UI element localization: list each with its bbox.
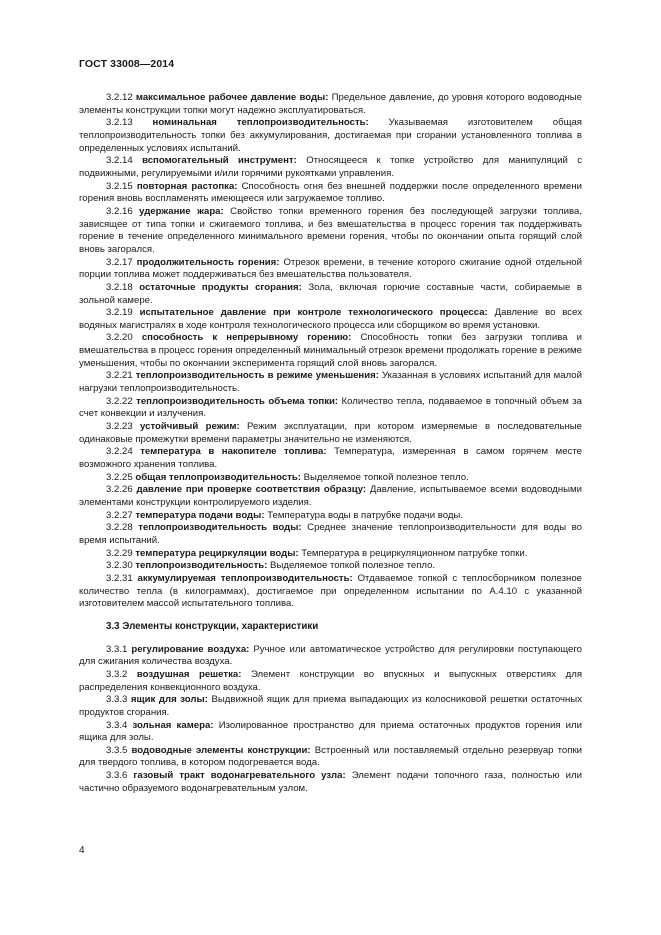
definition-number: 3.2.17 — [106, 256, 133, 268]
definition-text: Способность огня без внешней поддержки после определенного времени горения вновь воспламенять имеющееся или загружаемое топливо. — [79, 180, 582, 205]
definition-term: теплопроизводительность в режиме уменьшения: — [135, 370, 379, 382]
definition-number: 3.2.30 — [106, 560, 133, 572]
definition-term: температура в накопителе топлива: — [140, 446, 327, 458]
definition-term: регулирование воздуха: — [131, 643, 250, 655]
document-body — [79, 92, 582, 795]
definition-item — [79, 770, 582, 795]
definition-term: теплопроизводительность: — [135, 560, 268, 572]
definition-item — [79, 644, 582, 669]
definition-term: испытательное давление при контроле технологического процесса: — [139, 307, 488, 319]
definitions-list-3-3 — [79, 644, 582, 796]
definition-number: 3.2.26 — [106, 484, 133, 496]
definition-item — [79, 694, 582, 719]
definition-text: Встроенный или поставляемый отдельно резервуар топки для твердого топлива, в котором подогревается вода. — [79, 744, 583, 769]
definition-number: 3.2.31 — [106, 572, 133, 584]
definition-item — [79, 396, 582, 421]
definition-number: 3.2.18 — [106, 281, 133, 293]
definition-text: Режим эксплуатации, при котором измеряемые в последовательные одинаковые промежутки времени параметры значительно не изменяются. — [79, 421, 582, 445]
definition-term: устойчивый режим: — [140, 421, 240, 433]
definition-text: Указываемая изготовителем общая теплопроизводительность топки без аккумулирования, достигаемая при сгорании установленного топлива в определенных условиях испытаний. — [79, 117, 582, 154]
definition-item — [79, 117, 582, 155]
definition-term: давление при проверке соответствия образцу: — [136, 484, 367, 496]
definition-text: Температура воды в патрубке подачи воды. — [267, 509, 463, 521]
definition-number: 3.3.2 — [106, 668, 128, 680]
definition-item — [79, 548, 582, 561]
definition-text: Относящееся к топке устройство для манипуляций с подвижными, регулируемыми и/или горячими рукоятками управления. — [79, 155, 582, 179]
definition-term: продолжительность горения: — [136, 256, 280, 268]
definition-term: номинальная теплопроизводительность: — [152, 117, 369, 129]
definition-text: Ручное или автоматическое устройство для регулировки поступающего для сжигания количества воздуха. — [79, 643, 583, 668]
definition-text: Давление, испытываемое всеми водоводными элементами конструкции контролируемого изделия. — [79, 484, 583, 508]
definition-number: 3.2.12 — [106, 92, 133, 103]
definition-text: Выделяемое топкой полезное тепло. — [270, 560, 436, 572]
definition-term: максимальное рабочее давление воды: — [135, 92, 329, 103]
definition-term: температура рециркуляции воды: — [135, 547, 299, 559]
definition-text: Среднее значение теплопроизводительности для воды во время испытаний. — [79, 522, 583, 546]
definition-term: теплопроизводительность объема топки: — [136, 395, 339, 407]
definition-item — [79, 206, 582, 257]
definition-item — [79, 484, 582, 509]
page-number: 4 — [79, 845, 85, 856]
definition-item — [79, 181, 582, 206]
definition-number: 3.2.13 — [106, 117, 133, 129]
definition-term: удержание жара: — [139, 205, 224, 217]
definition-item — [79, 307, 582, 332]
definition-text: Температура, измеренная в самом горячем месте возможного хранения топлива. — [79, 446, 582, 471]
definition-term: зольная камера: — [132, 719, 214, 731]
definition-text: Выделяемое топкой полезное тепло. — [303, 471, 469, 483]
definition-text: Предельное давление, до уровня которого водоводные элементы конструкции топки могут надежно эксплуатироваться. — [79, 92, 582, 116]
definition-text: Отдаваемое топкой с теплосборником полезное количество тепла (в килограммах), достигаемое при определенном испытании по А.4.10 с указанной изготовителем массой испытательного топлива. — [79, 572, 582, 610]
definition-number: 3.2.27 — [106, 509, 133, 521]
definition-number: 3.2.20 — [106, 332, 133, 344]
definition-item — [79, 282, 582, 307]
definition-text: Выдвижной ящик для приема выпадающих из колосниковой решетки остаточных продуктов сгорания. — [79, 694, 582, 718]
definition-number: 3.2.15 — [106, 180, 133, 192]
definition-item — [79, 155, 582, 180]
definition-term: температура подачи воды: — [135, 509, 265, 521]
definition-number: 3.2.24 — [106, 446, 133, 458]
document-header: ГОСТ 33008—2014 — [79, 58, 175, 70]
definition-number: 3.2.28 — [106, 522, 133, 534]
definition-term: воздушная решетка: — [136, 668, 242, 680]
definition-item — [79, 472, 582, 485]
definition-term: ящик для золы: — [130, 694, 208, 706]
definition-item — [79, 421, 582, 446]
definition-term: повторная растопка: — [136, 180, 238, 192]
definition-term: общая теплопроизводительность: — [135, 471, 301, 483]
definition-number: 3.3.5 — [106, 744, 128, 756]
definition-term: аккумулируемая теплопроизводительность: — [137, 572, 353, 584]
definition-text: Способность топки без загрузки топлива и вмешательства в процесс горения определенный минимальный отрезок времени продолжать горение в режиме уменьшения, чтобы по окончании эксперимента горящий слой вновь загорался. — [79, 332, 583, 369]
definition-number: 3.2.25 — [106, 471, 133, 483]
definition-text: Отрезок времени, в течение которого сжигание одной отдельной порции топлива может поддерживаться без вмешательства пользователя. — [79, 256, 582, 281]
definition-number: 3.2.23 — [106, 421, 133, 433]
definition-term: способность к непрерывному горению: — [141, 332, 352, 344]
definition-item — [79, 522, 582, 547]
definition-item — [79, 446, 582, 471]
definition-text: Свойство топки временного горения без последующей загрузки топлива, зависящее от типа топки и сжигаемого топлива, и без вмешательства в процесс горения так поддерживать горение в течение определенного минимального времени горения, чтобы по окончании опыта горящий слой вновь загорался. — [79, 205, 582, 255]
definition-number: 3.2.16 — [106, 205, 133, 217]
definition-item — [79, 257, 582, 282]
definition-number: 3.3.3 — [106, 694, 128, 706]
definition-term: вспомогательный инструмент: — [142, 155, 297, 167]
definition-number: 3.3.6 — [106, 770, 128, 782]
definition-item — [79, 669, 582, 694]
definition-item — [79, 332, 582, 370]
section-title: 3.3 Элементы конструкции, характеристики — [106, 620, 319, 632]
definition-text: Элемент конструкции во впускных и выпускных отверстиях для распределения конвекционного воздуха. — [79, 668, 583, 693]
definition-item — [79, 560, 582, 573]
definition-text: Температура в рециркуляционном патрубке топки. — [301, 547, 528, 559]
definition-number: 3.2.14 — [106, 155, 133, 167]
definition-number: 3.3.1 — [106, 643, 128, 655]
definition-item — [79, 370, 582, 395]
definition-item — [79, 720, 582, 745]
definition-text: Давление во всех водяных магистралях в ходе контроля технологического процесса или сборщиком во время установки. — [79, 307, 583, 331]
definition-term: теплопроизводительность воды: — [138, 522, 302, 534]
definition-text: Зола, включая горючие составные части, собираемые в зольной камере. — [79, 281, 582, 306]
definition-text: Элемент подачи топочного газа, полностью или частично образуемого водонагревательным узлом. — [79, 770, 582, 794]
definition-text: Изолированное пространство для приема остаточных продуктов горения или ящика для золы. — [79, 719, 582, 744]
definition-item — [79, 92, 582, 117]
definition-term: водоводные элементы конструкции: — [131, 744, 311, 756]
definition-number: 3.2.22 — [106, 395, 133, 407]
definition-item — [79, 510, 582, 523]
definition-number: 3.2.21 — [106, 370, 133, 382]
definition-text: Количество тепла, подаваемое в топочный объем за счет конвекции и излучения. — [79, 395, 582, 420]
definition-item — [79, 745, 582, 770]
definition-number: 3.2.29 — [106, 547, 133, 559]
definition-term: остаточные продукты сгорания: — [139, 281, 302, 293]
definitions-list-3-2 — [79, 92, 582, 611]
definition-number: 3.2.19 — [106, 307, 133, 319]
definition-text: Указанная в условиях испытаний для малой нагрузки теплопроизводительность. — [79, 370, 582, 395]
definition-number: 3.3.4 — [106, 719, 128, 731]
definition-item — [79, 573, 582, 611]
definition-term: газовый тракт водонагревательного узла: — [133, 770, 346, 782]
